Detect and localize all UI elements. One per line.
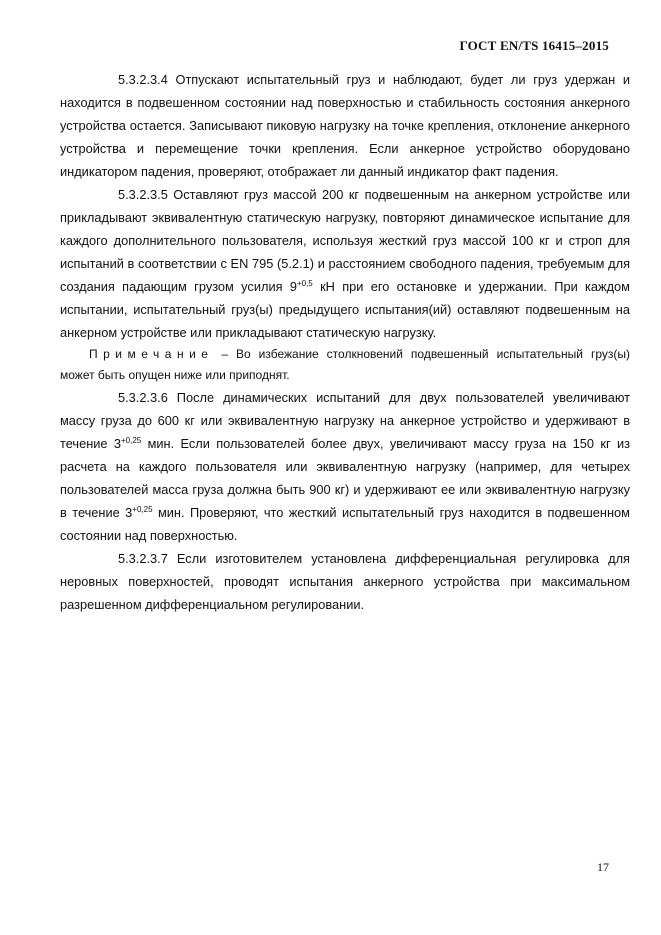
paragraph-text: Если изготовителем установлена дифференциальная регулировка для неровных поверхностей, проводят испытания анкерного устройства при максимальном разрешенном дифференциальном регулировании. [60, 551, 630, 612]
paragraph-text: После динамических испытаний для двух пользователей увеличивают массу груза до 600 кг или эквивалентную нагрузку на анкерное устройство и удерживают в течение 3 [60, 390, 631, 451]
paragraph-5-3-2-3-5 [60, 183, 630, 344]
paragraph-5-3-2-3-4 [60, 68, 630, 183]
paragraph-text: Оставляют груз массой 200 кг подвешенным на анкерном устройстве или прикладывают эквивалентную статическую нагрузку, повторяют динамическое испытание для каждого дополнительного пользователя, используя жесткий груз массой 100 кг и строп для испытаний в соответствии с EN 795 (5.2.1) и расстоянием свободного падения, требуемым для создания падающим грузом усилия 9 [60, 187, 630, 294]
page-number: 17 [597, 860, 609, 874]
paragraph-5-3-2-3-7 [60, 547, 630, 616]
clause-number: 5.3.2.3.5 [118, 187, 168, 202]
clause-number: 5.3.2.3.7 [118, 551, 168, 566]
note-text: – Во избежание столкновений подвешенный испытательный груз(ы) может быть опущен ниже или приподнят. [60, 347, 630, 382]
paragraph-text: мин. Проверяют, что жесткий испытательный груз находится в подвешенном состоянии над поверхностью. [60, 505, 630, 543]
paragraph-text: мин. Если пользователей более двух, увеличивают массу груза на 150 кг из расчета на каждого пользователя или эквивалентную нагрузку (например, для четырех пользователей масса груза должна быть 900 кг) и удерживают ее или эквивалентную нагрузку в течение 3 [60, 436, 630, 520]
tolerance-superscript: +0,25 [121, 436, 142, 445]
tolerance-superscript: +0,25 [132, 505, 153, 514]
clause-number: 5.3.2.3.4 [118, 72, 168, 87]
document-body [60, 68, 630, 616]
paragraph-5-3-2-3-6 [60, 386, 630, 547]
paragraph-text: Отпускают испытательный груз и наблюдают, будет ли груз удержан и находится в подвешенном состоянии над поверхностью и стабильность состояния анкерного устройства остается. Записывают пиковую нагрузку на точке крепления, отклонение анкерного устройства и перемещение точки крепления. Если анкерное устройство оборудовано индикатором падения, проверяют, отображает ли данный индикатор факт падения. [60, 72, 631, 179]
tolerance-superscript: +0,5 [296, 279, 313, 288]
document-header: ГОСТ EN/TS 16415–2015 [459, 38, 609, 53]
clause-number: 5.3.2.3.6 [118, 390, 168, 405]
note [60, 344, 630, 386]
note-label: Примечание [89, 347, 214, 361]
paragraph-text: кН при его остановке и удержании. При каждом испытании, испытательный груз(ы) предыдущего испытания(ий) оставляют подвешенным на анкерном устройстве или прикладывают статическую нагрузку. [60, 279, 630, 340]
